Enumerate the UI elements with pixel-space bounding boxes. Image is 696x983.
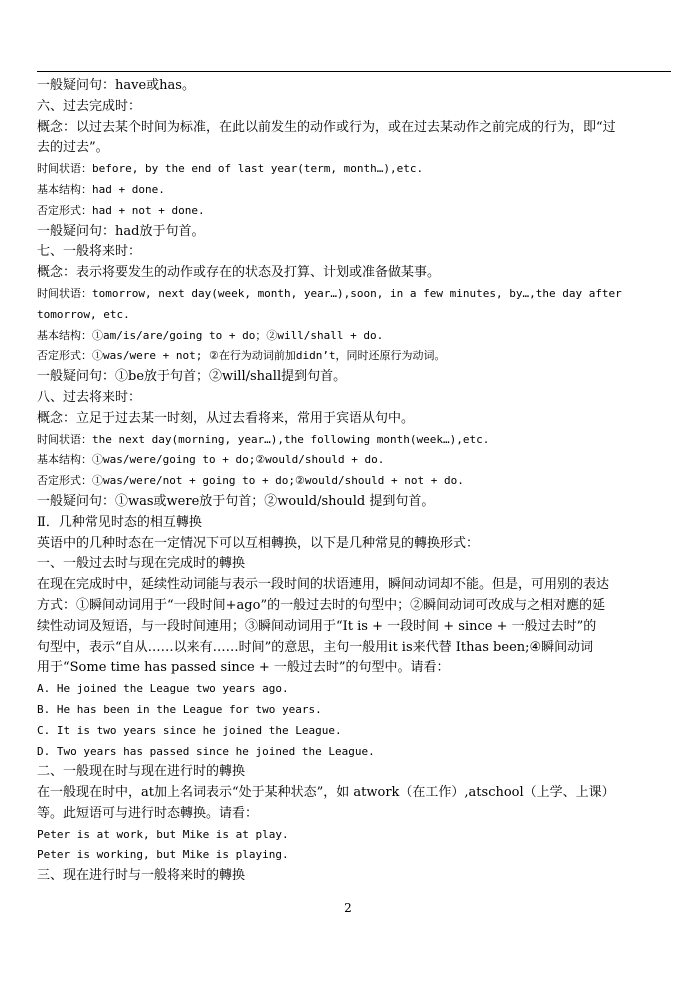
header-rule: [37, 71, 671, 72]
text-line: 概念：立足于过去某一时刻，从过去看将来，常用于宾语从句中。: [37, 410, 415, 426]
text-line: 一般疑问句：①was或were放于句首；②would/should 提到句首。: [37, 493, 435, 509]
text-line: 英语中的几种时态在一定情况下可以互相轉换，以下是几种常見的轉换形式：: [37, 535, 480, 551]
text-line: 时间状语：before, by the end of last year(term, month…),etc.: [37, 162, 424, 176]
text-line: C. It is two years since he joined the League.: [37, 723, 342, 737]
text-line: 一、一般过去时与现在完成时的轉换: [37, 556, 246, 572]
text-line: 八、过去将来时：: [37, 389, 142, 405]
text-line: 一般疑问句：①be放于句首；②will/shall提到句首。: [37, 369, 347, 385]
document-body: [37, 76, 683, 887]
text-line: Peter is at work, but Mike is at play.: [37, 827, 289, 841]
page-number: 2: [344, 901, 352, 915]
text-line: 方式：①瞬间动词用于“一段时间+ago”的一般过去时的句型中；②瞬间动词可改成与之相对應的延: [37, 597, 606, 613]
text-line: Ⅱ．几种常见时态的相互轉换: [37, 514, 202, 530]
text-line: 时间状语：tomorrow, next day(week, month, year…),soon, in a few minutes, by…,the day after: [37, 286, 622, 300]
text-line: 基本结构：①was/were/going to + do;②would/should + do.: [37, 453, 385, 467]
text-line: 否定形式：had + not + done.: [37, 203, 205, 217]
text-line: 句型中，表示“自从……以来有……时间”的意思，主句一般用it is来代替 Ithas been;④瞬间动词: [37, 639, 594, 655]
text-line: 六、过去完成时：: [37, 98, 142, 114]
text-line: 一般疑问句：had放于句首。: [37, 223, 205, 239]
text-line: D. Two years has passed since he joined the League.: [37, 744, 375, 758]
text-line: 否定形式：①was/were/not + going to + do;②would/should + not + do.: [37, 474, 464, 488]
text-line: 二、一般现在时与现在进行时的轉换: [37, 764, 246, 780]
text-line: 概念：表示将要发生的动作或存在的状态及打算、计划或准备做某事。: [37, 265, 441, 281]
text-line: Peter is working, but Mike is playing.: [37, 848, 289, 862]
text-line: 七、一般将来时：: [37, 244, 142, 260]
text-line: 基本结构：had + done.: [37, 182, 165, 196]
text-line: 在现在完成时中，延续性动词能与表示一段时间的状语連用，瞬间动词却不能。但是，可用别的表达: [37, 577, 610, 593]
text-line: A. He joined the League two years ago.: [37, 682, 289, 696]
text-line: 概念：以过去某个时间为标准，在此以前发生的动作或行为，或在过去某动作之前完成的行为，即“过: [37, 119, 616, 135]
text-line: 去的过去”。: [37, 140, 109, 156]
text-line: 等。此短语可与进行时态轉换。请看：: [37, 805, 259, 821]
text-line: B. He has been in the League for two years.: [37, 702, 322, 716]
text-line: 时间状语：the next day(morning, year…),the following month(week…),etc.: [37, 432, 490, 446]
text-line: 用于“Some time has passed since + 一般过去时”的句型中。请看：: [37, 660, 450, 676]
text-line: 一般疑问句：have或has。: [37, 78, 195, 93]
text-line: 三、现在进行时与一般将来时的轉换: [37, 868, 246, 884]
text-line: 续性动词及短语，与一段时间連用；③瞬间动词用于“It is + 一段时间 + since + 一般过去时”的: [37, 618, 597, 634]
text-line: 否定形式：①was/were + not; ②在行为动词前加didn’t，同时还原行为动词。: [37, 349, 446, 363]
text-line: tomorrow, etc.: [37, 307, 130, 321]
text-line: 基本结构：①am/is/are/going to + do；②will/shall + do.: [37, 328, 384, 342]
text-line: 在一般现在时中，at加上名词表示“处于某种状态”，如 atwork（在工作）,atschool（上学、上课）: [37, 785, 615, 801]
